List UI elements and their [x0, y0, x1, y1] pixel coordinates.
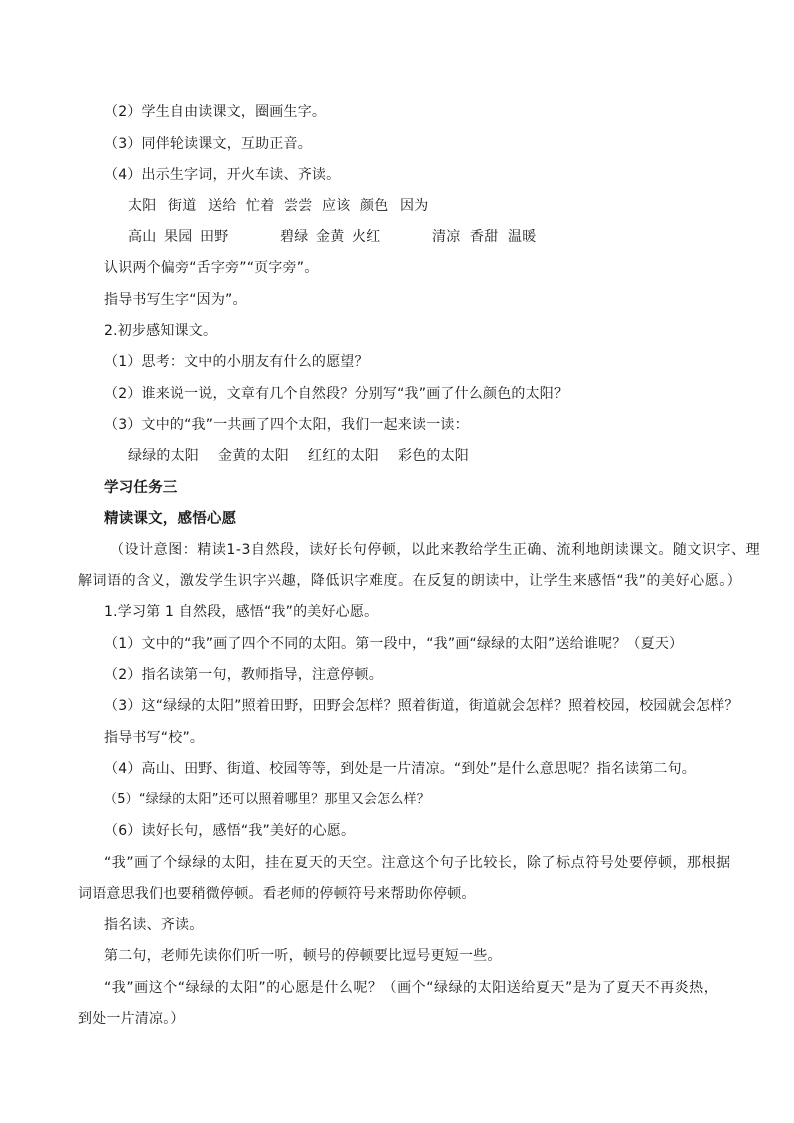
vocab-word: 因为	[400, 198, 429, 214]
section-2-title: 2.初步感知课文。	[104, 323, 218, 339]
vocab-word: 火红	[352, 229, 381, 245]
task-heading: 学习任务三	[104, 480, 178, 496]
sun-phrase: 金黄的太阳	[218, 448, 289, 464]
vocab-word: 应该	[322, 198, 351, 214]
sun-phrases-row	[128, 446, 469, 466]
step-3b-line: （3）这“绿绿的太阳”照着田野，田野会怎样？照着街道，街道就会怎样？照着校园，校园就会怎样？	[104, 698, 739, 714]
question-2-line: （2）谁来说一说，文章有几个自然段？分别写“我”画了什么颜色的太阳？	[104, 386, 569, 402]
step-2b-line: （2）指名读第一句，教师指导，注意停顿。	[104, 667, 383, 683]
vocab-word: 田野	[200, 229, 229, 245]
design-intent-line-2: 解词语的含义，激发学生识字兴趣，降低识字难度。在反复的朗读中，让学生来感悟“我”的美好心愿。）	[78, 573, 742, 589]
second-sentence-line: 第二句，老师先读你们听一听，顿号的停顿要比逗号更短一些。	[104, 948, 502, 964]
vocab-word: 颜色	[360, 198, 389, 214]
vocab-word: 街道	[168, 198, 197, 214]
section-1-title: 1.学习第 1 自然段，感悟“我”的美好心愿。	[104, 604, 379, 620]
vocab-word: 忙着	[246, 198, 275, 214]
read-aloud-line: 指名读、齐读。	[104, 917, 204, 933]
wish-question-line-1: “我”画这个“绿绿的太阳”的心愿是什么呢？（画个“绿绿的太阳送给夏天”是为了夏天不再炎热，	[104, 980, 719, 996]
vocab-row-2	[128, 227, 536, 247]
step-4-line: （4）出示生字词，开火车读、齐读。	[104, 167, 341, 183]
task-subheading: 精读课文，感悟心愿	[104, 511, 237, 527]
step-3-line: （3）同伴轮读课文，互助正音。	[104, 136, 312, 152]
writing-guide-line: 指导书写生字“因为”。	[104, 292, 247, 308]
vocab-word: 金黄	[316, 229, 345, 245]
vocab-word: 送给	[208, 198, 237, 214]
question-3-line: （3）文中的“我”一共画了四个太阳，我们一起来读一读：	[104, 417, 469, 433]
step-2-line: （2）学生自由读课文，圈画生字。	[104, 104, 327, 120]
radical-line: 认识两个偏旁“舌字旁”“页字旁”。	[104, 260, 319, 276]
step-1-line: （1）文中的“我”画了四个不同的太阳。第一段中，“我”画“绿绿的太阳”送给谁呢？（夏天）	[104, 636, 684, 652]
sun-phrase: 绿绿的太阳	[128, 448, 199, 464]
vocab-word: 温暖	[508, 229, 537, 245]
long-sentence-line-1: “我”画了个绿绿的太阳，挂在夏天的天空。注意这个句子比较长，除了标点符号处要停顿，那根据	[104, 855, 731, 871]
design-intent-line-1: （设计意图：精读1-3自然段，读好长句停顿，以此来教给学生正确、流利地朗读课文。随文识字、理	[110, 542, 761, 558]
vocab-word: 碧绿	[280, 229, 309, 245]
step-4b-line: （4）高山、田野、街道、校园等等，到处是一片清凉。“到处”是什么意思呢？指名读第二句。	[104, 761, 697, 777]
sun-phrase: 彩色的太阳	[398, 448, 469, 464]
vocab-word: 香甜	[470, 229, 499, 245]
vocab-word: 清凉	[432, 229, 461, 245]
sun-phrase: 红红的太阳	[308, 448, 379, 464]
vocab-word: 尝尝	[284, 198, 313, 214]
step-5-line: （5）“绿绿的太阳”还可以照着哪里？那里又会怎么样？	[104, 792, 430, 807]
vocab-word: 太阳	[128, 198, 157, 214]
writing-guide-2-line: 指导书写“校”。	[104, 730, 205, 746]
vocab-word: 果园	[164, 229, 193, 245]
vocab-word: 高山	[128, 229, 157, 245]
step-6-line: （6）读好长句，感悟“我”美好的心愿。	[104, 823, 356, 839]
question-1-line: （1）思考：文中的小朋友有什么的愿望？	[104, 354, 369, 370]
vocab-row-1	[128, 196, 428, 216]
wish-question-line-2: 到处一片清凉。）	[78, 1011, 185, 1027]
long-sentence-line-2: 词语意思我们也要稍微停顿。看老师的停顿符号来帮助你停顿。	[78, 886, 476, 902]
